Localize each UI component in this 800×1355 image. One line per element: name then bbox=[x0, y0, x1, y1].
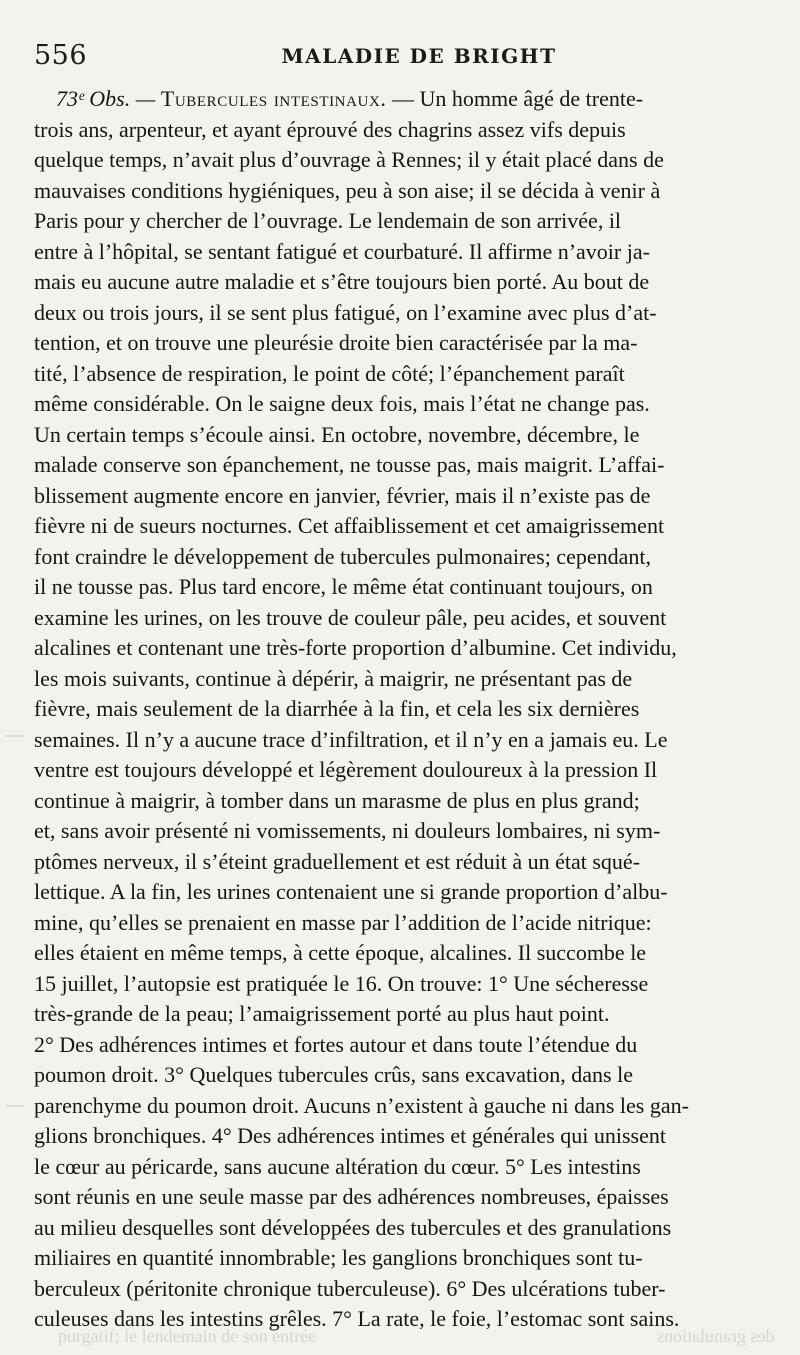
text-line: poumon droit. 3° Quelques tubercules crûs, sans excavation, dans le bbox=[34, 1062, 633, 1087]
running-title: MALADIE DE BRIGHT bbox=[281, 44, 557, 68]
bleed-through-text bbox=[0, 1317, 800, 1355]
text-line: même considérable. On le saigne deux fois, mais l’état ne change pas. bbox=[34, 391, 650, 416]
text-line: fièvre ni de sueurs nocturnes. Cet affaiblissement et cet amaigrissement bbox=[34, 513, 665, 538]
text-line: malade conserve son épanchement, ne tousse pas, mais maigrit. L’affai- bbox=[34, 452, 665, 477]
text-line: alcalines et contenant une très-forte proportion d’albumine. Cet individu, bbox=[34, 635, 677, 660]
text-line: au milieu desquelles sont développées des tubercules et des granulations bbox=[34, 1214, 672, 1240]
text-line: trois ans, arpenteur, et ayant éprouvé des chagrins assez vifs depuis bbox=[34, 116, 626, 142]
text-line: culeuses dans les intestins grêles. 7° La rate, le foie, l’estomac sont sains. bbox=[34, 1306, 680, 1331]
text-line: Paris pour y chercher de l’ouvrage. Le lendemain de son arrivée, il bbox=[34, 208, 622, 233]
text-line: miliaires en quantité innombrable; les ganglions bronchiques sont tu- bbox=[34, 1245, 643, 1270]
text-line: et, sans avoir présenté ni vomissements, ni douleurs lombaires, ni sym- bbox=[34, 818, 661, 843]
text-line: 15 juillet, l’autopsie est pratiquée le 16. On trouve: 1° Une sécheresse bbox=[34, 970, 649, 996]
text-line: blissement augmente encore en janvier, février, mais il n’existe pas de bbox=[34, 482, 651, 508]
text-line: elles étaient en même temps, à cette époque, alcalines. Il succombe le bbox=[34, 940, 647, 965]
observation-title: Tubercules intestinaux. bbox=[160, 86, 387, 111]
page-header bbox=[34, 36, 769, 76]
page-number: 556 bbox=[34, 40, 88, 71]
text-line: ptômes nerveux, il s’éteint graduellement et est réduit à un état squé- bbox=[34, 848, 641, 874]
text-line: entre à l’hôpital, se sentant fatigué et courbaturé. Il affirme n’avoir ja- bbox=[34, 238, 650, 264]
text-line: les mois suivants, continue à dépérir, à maigrir, ne présentant pas de bbox=[34, 665, 633, 691]
text-line: mais eu aucune autre maladie et s’être toujours bien porté. Au bout de bbox=[34, 269, 650, 294]
text-line: deux ou trois jours, il se sent plus fatigué, on l’examine avec plus d’at- bbox=[34, 299, 657, 325]
margin-mark bbox=[6, 1105, 24, 1107]
text-line: continue à maigrir, à tomber dans un marasme de plus en plus grand; bbox=[34, 787, 640, 813]
text-line: 2° Des adhérences intimes et fortes autour et dans toute l’étendue du bbox=[34, 1031, 638, 1057]
text-line: parenchyme du poumon droit. Aucuns n’existent à gauche ni dans les gan- bbox=[34, 1092, 689, 1118]
text-line: mauvaises conditions hygiéniques, peu à son aise; il se décida à venir à bbox=[34, 177, 661, 203]
bleed-through-left: purgatif; le lendemain de son entrée bbox=[58, 1326, 317, 1346]
observation-number: 73ᵉ Obs. — bbox=[56, 86, 161, 111]
first-text-line bbox=[34, 84, 769, 115]
text-line: le cœur au péricarde, sans aucune altération du cœur. 5° Les intestins bbox=[34, 1153, 641, 1179]
text-line: quelque temps, n’avait plus d’ouvrage à Rennes; il y était placé dans de bbox=[34, 147, 664, 172]
text-line: sont réunis en une seule masse par des adhérences nombreuses, épaisses bbox=[34, 1184, 669, 1209]
text-line: lettique. A la fin, les urines contenaient une si grande proportion d’albu- bbox=[34, 879, 668, 904]
text-line: mine, qu’elles se prenaient en masse par l’addition de l’acide nitrique: bbox=[34, 909, 652, 935]
text-line: fièvre, mais seulement de la diarrhée à la fin, et cela les six dernières bbox=[34, 696, 640, 721]
bleed-through-right: des granulations bbox=[656, 1326, 774, 1346]
text-line: il ne tousse pas. Plus tard encore, le même état continuant toujours, on bbox=[34, 574, 653, 599]
text-line: semaines. Il n’y a aucune trace d’infiltration, et il n’y en a jamais eu. Le bbox=[34, 726, 668, 752]
text-line: très-grande de la peau; l’amaigrissement porté au plus haut point. bbox=[34, 1001, 610, 1026]
text-line: glions bronchiques. 4° Des adhérences intimes et générales qui unissent bbox=[34, 1123, 666, 1148]
first-line-text: — Un homme âgé de trente- bbox=[386, 86, 644, 111]
text-line: berculeux (péritonite chronique tuberculeuse). 6° Des ulcérations tuber- bbox=[34, 1275, 666, 1301]
text-line: Un certain temps s’écoule ainsi. En octobre, novembre, décembre, le bbox=[34, 421, 640, 447]
margin-mark bbox=[6, 735, 24, 737]
text-line: tention, et on trouve une pleurésie droite bien caractérisée par la ma- bbox=[34, 330, 638, 355]
text-line: ventre est toujours développé et légèrement douloureux à la pression Il bbox=[34, 757, 658, 782]
observation-text bbox=[34, 84, 769, 1335]
text-line: examine les urines, on les trouve de couleur pâle, peu acides, et souvent bbox=[34, 604, 667, 630]
text-line: tité, l’absence de respiration, le point de côté; l’épanchement paraît bbox=[34, 360, 625, 386]
text-line: font craindre le développement de tubercules pulmonaires; cependant, bbox=[34, 543, 651, 569]
